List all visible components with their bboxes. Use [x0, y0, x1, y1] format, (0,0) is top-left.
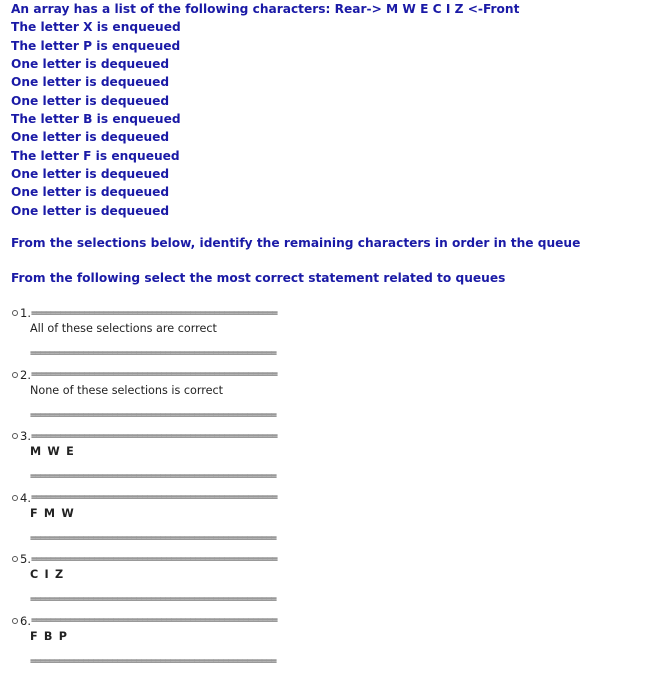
option-number: 1. — [20, 306, 31, 321]
option-text: F M W — [30, 506, 75, 520]
separator-bottom: =================================================== — [30, 655, 276, 667]
option-footer — [30, 590, 373, 609]
question-line: One letter is dequeued — [11, 75, 170, 90]
separator-top: =================================================== — [30, 492, 277, 504]
question-page — [11, 0, 661, 674]
question-line: One letter is dequeued — [11, 57, 170, 72]
option-number: 6. — [20, 613, 31, 628]
question-prompt-identify: From the selections below, identify the remaining characters in order in the queue — [11, 236, 581, 251]
option-footer — [30, 406, 373, 425]
bullet-icon — [12, 618, 18, 624]
question-line: One letter is dequeued — [11, 167, 170, 182]
bullet-icon — [12, 495, 18, 501]
option-footer — [30, 529, 373, 548]
option-text: C I Z — [30, 568, 65, 582]
question-line: The letter P is enqueued — [11, 38, 181, 53]
option-footer — [30, 344, 373, 363]
separator-bottom: =================================================== — [30, 532, 276, 544]
option-text: F B P — [30, 629, 69, 643]
answer-option-3[interactable] — [11, 428, 661, 490]
separator-top: =================================================== — [30, 369, 277, 381]
option-footer — [30, 467, 373, 486]
option-number: 3. — [20, 429, 31, 444]
separator-bottom: =================================================== — [30, 471, 276, 483]
answer-option-1[interactable] — [11, 305, 661, 367]
question-line: The letter X is enqueued — [11, 20, 181, 35]
bullet-icon — [12, 310, 18, 316]
answer-option-2[interactable] — [11, 367, 661, 429]
separator-top: =================================================== — [30, 307, 277, 319]
option-header — [11, 551, 369, 567]
bullet-icon — [12, 372, 18, 378]
separator-top: =================================================== — [30, 615, 277, 627]
option-text: All of these selections are correct — [30, 322, 217, 336]
answer-option-6[interactable] — [11, 613, 661, 675]
option-number: 4. — [20, 490, 31, 505]
question-line: One letter is dequeued — [11, 93, 170, 108]
answer-options — [11, 305, 661, 674]
question-statement — [11, 0, 661, 220]
answer-option-4[interactable] — [11, 490, 661, 552]
option-number: 2. — [20, 367, 31, 382]
option-text: None of these selections is correct — [30, 383, 224, 397]
question-line: The letter B is enqueued — [11, 112, 181, 127]
question-line: One letter is dequeued — [11, 130, 170, 145]
separator-top: =================================================== — [30, 553, 277, 565]
question-line: An array has a list of the following characters: Rear-> M W E C I Z <-Front — [11, 2, 520, 16]
separator-bottom: =================================================== — [30, 409, 276, 421]
question-line: One letter is dequeued — [11, 203, 170, 218]
bullet-icon — [12, 556, 18, 562]
bullet-icon — [12, 433, 18, 439]
option-footer — [30, 652, 373, 671]
option-number: 5. — [20, 552, 31, 567]
question-line: The letter F is enqueued — [11, 148, 180, 163]
separator-bottom: =================================================== — [30, 594, 276, 606]
answer-option-5[interactable] — [11, 551, 661, 613]
option-text: M W E — [30, 445, 75, 459]
question-line: One letter is dequeued — [11, 185, 170, 200]
question-prompt-select: From the following select the most correct statement related to queues — [11, 271, 506, 286]
separator-bottom: =================================================== — [30, 348, 276, 360]
separator-top: =================================================== — [30, 430, 277, 442]
